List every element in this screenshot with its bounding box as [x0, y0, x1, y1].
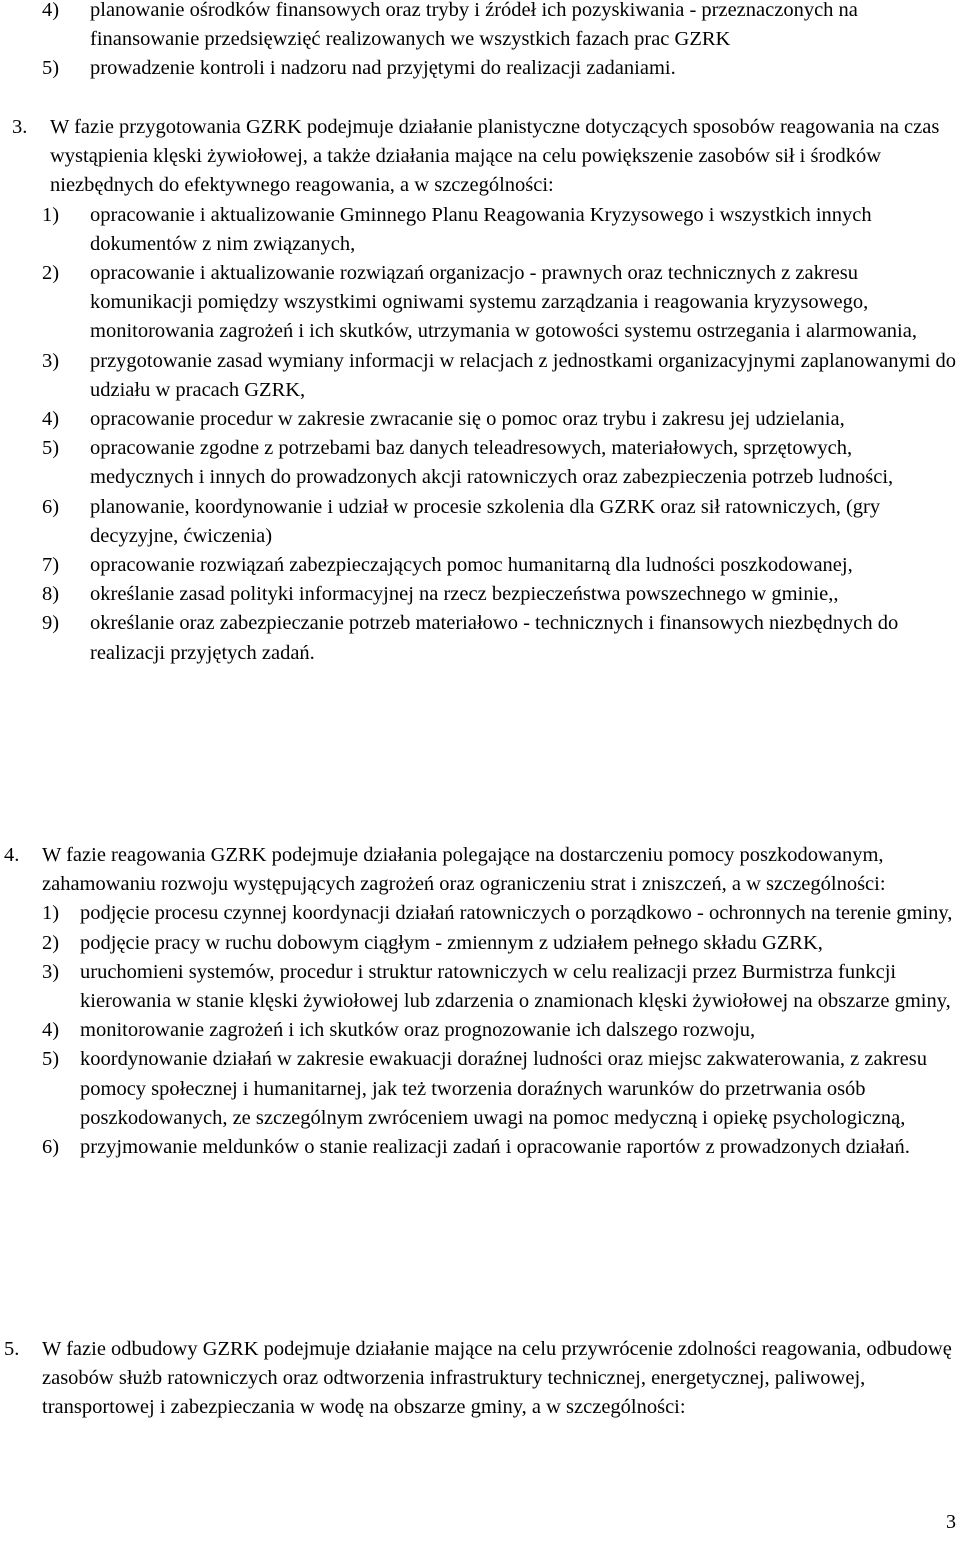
item-number: 2) [42, 931, 60, 954]
item-text: uruchomieni systemów, procedur i struktur ratowniczych w celu realizacji przez Burmistrza funkcji kierowania w stanie klęski żywiołowej lub zdarzenia o znamionach klęski żywiołowej na obszarze gminy, [80, 960, 951, 1013]
section-intro-text: W fazie reagowania GZRK podejmuje działania polegające na dostarczeniu pomocy poszkodowanym, zahamowaniu rozwoju występujących zagrożeń oraz ograniczeniu strat i zniszczeń, a w szczególności: [42, 844, 886, 896]
item-text: przyjmowanie meldunków o stanie realizacji zadań i opracowanie raportów z prowadzonych działań. [80, 1136, 910, 1159]
page-number: 3 [946, 1511, 956, 1533]
item-number: 6) [42, 495, 60, 518]
section-4-list [0, 899, 958, 1162]
list-item [42, 958, 958, 1016]
item-number: 5) [42, 437, 60, 460]
item-number: 5) [42, 1048, 60, 1071]
item-text: opracowanie i aktualizowanie rozwiązań organizacjo - prawnych oraz technicznych z zakresu komunikacji pomiędzy wszystkimi ogniwami systemu zarządzania i reagowania kryzysowego, monitorowania zagrożeń i ich skutków, utrzymania w gotowości systemu ostrzegania i alarmowania, [90, 262, 917, 343]
item-text: opracowanie rozwiązań zabezpieczających pomoc humanitarną dla ludności poszkodowanej, [90, 554, 853, 577]
item-text: opracowanie zgodne z potrzebami baz danych teleadresowych, materiałowych, sprzętowych, medycznych i innych do prowadzonych akcji ratowniczych oraz zabezpieczenia potrzeb ludności, [90, 437, 894, 489]
section-number: 4. [4, 844, 20, 866]
section-number: 5. [4, 1338, 20, 1360]
item-text: prowadzenie kontroli i nadzoru nad przyjętymi do realizacji zadaniami. [90, 57, 676, 80]
section-4 [0, 841, 958, 1162]
item-text: przygotowanie zasad wymiany informacji w relacjach z jednostkami organizacyjnymi zaplanowanymi do udziału w pracach GZRK, [90, 349, 957, 401]
item-number: 4) [42, 408, 60, 431]
item-number: 4) [42, 1019, 60, 1042]
section-intro [0, 1335, 958, 1423]
list-item [42, 493, 958, 551]
section-5 [0, 1335, 958, 1423]
section-intro [0, 113, 958, 201]
list-item [42, 0, 957, 54]
section-3-list [0, 201, 958, 668]
list-item [42, 201, 958, 259]
list-item [42, 580, 958, 609]
item-number: 6) [42, 1136, 60, 1159]
item-text: planowanie ośrodków finansowych oraz tryby i źródeł ich pozyskiwania - przeznaczonych na finansowanie przedsięwzięć realizowanych we wszystkich fazach prac GZRK [90, 0, 858, 51]
list-item [42, 551, 958, 580]
section-intro [0, 841, 958, 899]
item-number: 2) [42, 262, 60, 285]
section-intro-text: W fazie przygotowania GZRK podejmuje działanie planistyczne dotyczących sposobów reagowania na czas wystąpienia klęski żywiołowej, a także działania mające na celu powiększenie zasobów sił i środków niezbędnych do efektywnego reagowania, a w szczególności: [50, 116, 940, 197]
list-item [42, 899, 958, 928]
item-text: podjęcie procesu czynnej koordynacji działań ratowniczych o porządkowo - ochronnych na terenie gminy, [80, 902, 953, 925]
item-text: opracowanie procedur w zakresie zwracanie się o pomoc oraz trybu i zakresu jej udzielania, [90, 408, 845, 431]
section-number: 3. [12, 116, 28, 138]
item-text: określanie zasad polityki informacyjnej na rzecz bezpieczeństwa powszechnego w gminie,, [90, 583, 839, 606]
continuation-list [42, 0, 957, 84]
list-item [42, 54, 957, 83]
item-number: 3) [42, 349, 60, 372]
item-text: opracowanie i aktualizowanie Gminnego Planu Reagowania Kryzysowego i wszystkich innych dokumentów z nim związanych, [90, 203, 872, 255]
list-item [42, 609, 958, 667]
list-item [42, 929, 958, 958]
item-text: określanie oraz zabezpieczanie potrzeb materiałowo - technicznych i finansowych niezbędnych do realizacji przyjętych zadań. [90, 612, 899, 664]
item-text: planowanie, koordynowanie i udział w procesie szkolenia dla GZRK oraz sił ratowniczych, (gry decyzyjne, ćwiczenia) [90, 495, 881, 547]
item-number: 4) [42, 0, 60, 21]
item-number: 9) [42, 612, 60, 635]
item-number: 8) [42, 583, 60, 606]
item-number: 7) [42, 554, 60, 577]
item-number: 3) [42, 960, 60, 983]
list-item [42, 1016, 958, 1045]
section-3 [0, 113, 958, 668]
list-item [42, 405, 958, 434]
item-number: 5) [42, 57, 60, 80]
item-text: koordynowanie działań w zakresie ewakuacji doraźnej ludności oraz miejsc zakwaterowania, z zakresu pomocy społecznej i humanitarnej, jak też tworzenia doraźnych warunków do przetrwania osób poszkodowanych, ze szczególnym zwróceniem uwagi na pomoc medyczną i opiekę psychologiczną, [80, 1048, 927, 1129]
item-text: podjęcie pracy w ruchu dobowym ciągłym - zmiennym z udziałem pełnego składu GZRK, [80, 931, 823, 954]
list-item [42, 434, 958, 492]
list-item [42, 1133, 958, 1162]
list-item [42, 347, 958, 405]
list-item [42, 259, 958, 347]
item-text: monitorowanie zagrożeń i ich skutków oraz prognozowanie ich dalszego rozwoju, [80, 1019, 756, 1042]
section-intro-text: W fazie odbudowy GZRK podejmuje działanie mające na celu przywrócenie zdolności reagowania, odbudowę zasobów służb ratowniczych oraz odtworzenia infrastruktury technicznej, energetycznej, paliwowej, transportowej i zabezpieczania w wodę na obszarze gminy, a w szczególności: [42, 1338, 952, 1419]
item-number: 1) [42, 902, 60, 925]
item-number: 1) [42, 203, 60, 226]
list-item [42, 1045, 958, 1133]
